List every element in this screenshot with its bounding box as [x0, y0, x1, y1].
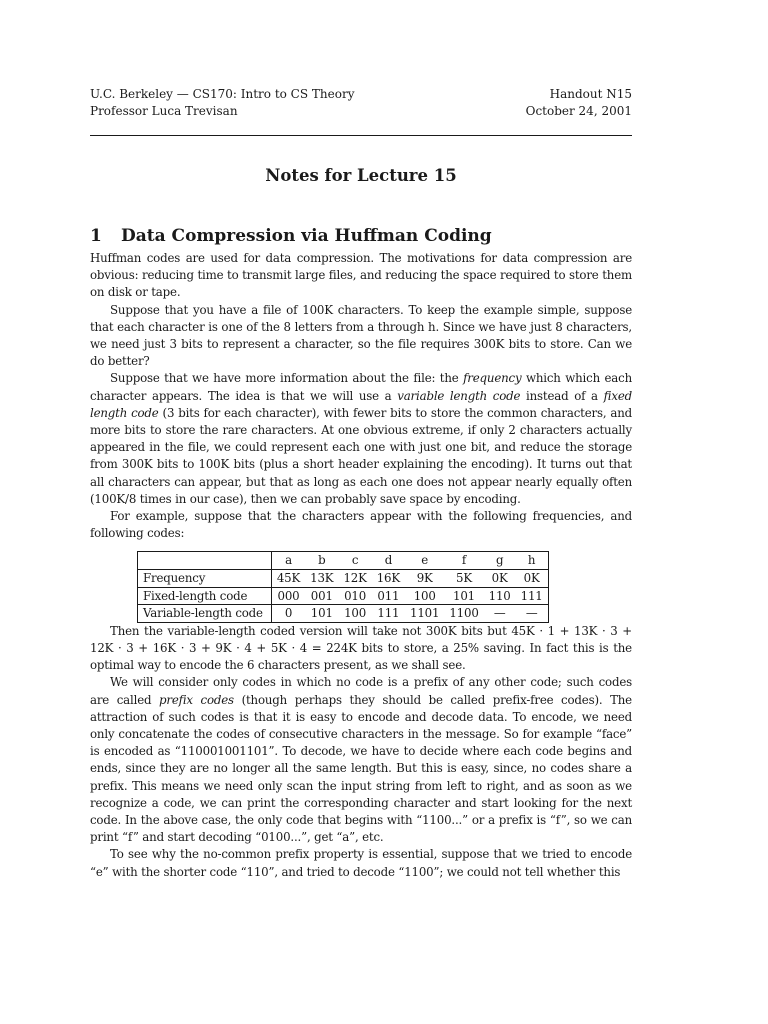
- emphasis-term: fixed length code: [90, 388, 632, 420]
- table-cell: 101: [444, 587, 483, 605]
- paragraph: To see why the no-common prefix property is essential, suppose that we tried to encode “e” with the shorter code “110”, and tried to decode “1100”; we could not tell whether this: [90, 847, 632, 879]
- emphasis-term: variable length code: [397, 388, 521, 403]
- emphasis-term: frequency: [463, 371, 522, 386]
- column-header: h: [516, 552, 548, 570]
- table-cell: 000: [271, 587, 305, 605]
- section-number: 1: [90, 226, 102, 246]
- document-page: [90, 86, 632, 881]
- document-title: Notes for Lecture 15: [265, 166, 457, 185]
- paragraph-text: (3 bits for each character), with fewer bits to store the common characters, and more bits to store the rare characters. At one obvious extreme, if only 2 characters actually appeared in the file, we could represent each one with just one bit, and reduce the storage from 300K bits to 100K bits (plus a short header explaining the encoding). It turns out that all characters can appear, but that as long as each one does not appear nearly equally often (100K/8 times in our case), then we can probably save space by encoding.: [90, 405, 632, 506]
- row-label: Fixed-length code: [138, 587, 272, 605]
- course-line: U.C. Berkeley — CS170: Intro to CS Theory: [90, 87, 355, 101]
- table-cell: —: [493, 606, 506, 621]
- table-cell: 101: [310, 606, 333, 621]
- table-cell: 100: [405, 587, 444, 605]
- table-cell: 12K: [338, 570, 371, 588]
- table-cell: 111: [516, 587, 548, 605]
- paragraph-text: (though perhaps they should be called prefix-free codes). The attraction of such codes is that it is easy to encode and decode data. To encode, we need only concatenate the codes of consecutive characters in the message. So for example “face” is encoded as “110001001101”. To decode, we have to decide where each code begins and ends, since they are no longer all the same length. But this is easy, since, no codes share a prefix. This means we need only scan the input string from left to right, and as soon as we recognize a code, we can print the corresponding character and start looking for the next code. In the above case, the only code that begins with “1100...” or a prefix is “f”, so we can print “f” and start decoding “0100...”, get “a”, etc.: [90, 692, 632, 845]
- table-cell: 16K: [372, 570, 405, 588]
- paragraph-text: instead of a: [520, 388, 604, 403]
- handout-date: October 24, 2001: [525, 104, 632, 118]
- document-body: [90, 250, 632, 881]
- professor-line: Professor Luca Trevisan: [90, 104, 238, 118]
- table-cell: 110: [484, 587, 516, 605]
- column-header: f: [444, 552, 483, 570]
- column-header: b: [305, 552, 338, 570]
- header-divider: [90, 135, 632, 136]
- paragraph-text: which which each character appears. The idea is that we will use a: [90, 371, 632, 403]
- paragraph: Huffman codes are used for data compression. The motivations for data compression are obvious: reducing time to transmit large files, and reducing the space required to store them on disk or tape.: [90, 251, 632, 300]
- table-cell: 0: [284, 606, 293, 621]
- table-cell: 5K: [444, 570, 483, 588]
- frequency-code-table: [137, 551, 549, 622]
- table-row: [138, 587, 549, 605]
- table-cell: 1100: [449, 606, 479, 621]
- paragraph-text: We will consider only codes in which no code is a prefix of any other code; such codes are called: [90, 675, 632, 707]
- section-title: Data Compression via Huffman Coding: [121, 226, 492, 246]
- paragraph: [90, 370, 632, 508]
- table-row: [138, 605, 549, 623]
- table-cell: 0K: [516, 570, 548, 588]
- column-header: a: [271, 552, 305, 570]
- table-cell: 1101: [410, 606, 440, 621]
- column-header: c: [338, 552, 371, 570]
- table-cell: —: [525, 606, 538, 621]
- row-label: Variable-length code: [138, 605, 272, 623]
- table-cell: 0K: [484, 570, 516, 588]
- paragraph: [90, 674, 632, 846]
- paragraph-text: Suppose that we have more information about the file: the: [110, 371, 464, 386]
- column-header: d: [372, 552, 405, 570]
- handout-number: Handout N15: [549, 87, 632, 101]
- page-header: [90, 86, 632, 120]
- column-header: e: [405, 552, 444, 570]
- section-heading: [90, 226, 632, 250]
- paragraph: Then the variable-length coded version will take not 300K bits but 45K · 1 + 13K · 3 + 12K · 3 + 16K · 3 + 9K · 4 + 5K · 4 = 224K bits to store, a 25% saving. In fact this is the optimal way to encode the 6 characters present, as we shall see.: [90, 623, 632, 673]
- table-cell: 001: [305, 587, 338, 605]
- row-label: Frequency: [138, 570, 272, 588]
- table-cell: 011: [372, 587, 405, 605]
- table-cell: 010: [338, 587, 371, 605]
- column-header: g: [484, 552, 516, 570]
- paragraph: For example, suppose that the characters appear with the following frequencies, and following codes:: [90, 509, 632, 541]
- table-cell: 9K: [405, 570, 444, 588]
- table-cell: 100: [344, 606, 367, 621]
- paragraph: Suppose that you have a file of 100K characters. To keep the example simple, suppose that each character is one of the 8 letters from a through h. Since we have just 8 characters, we need just 3 bits to represent a character, so the file requires 300K bits to store. Can we do better?: [90, 302, 632, 369]
- table-corner-cell: [138, 552, 272, 570]
- header-left: [90, 86, 354, 120]
- emphasis-term: prefix codes: [159, 692, 234, 707]
- table-header-row: [138, 552, 549, 570]
- table-row: [138, 570, 549, 588]
- table-cell: 111: [377, 606, 400, 621]
- header-right: [526, 86, 632, 120]
- table-cell: 13K: [305, 570, 338, 588]
- table-cell: 45K: [271, 570, 305, 588]
